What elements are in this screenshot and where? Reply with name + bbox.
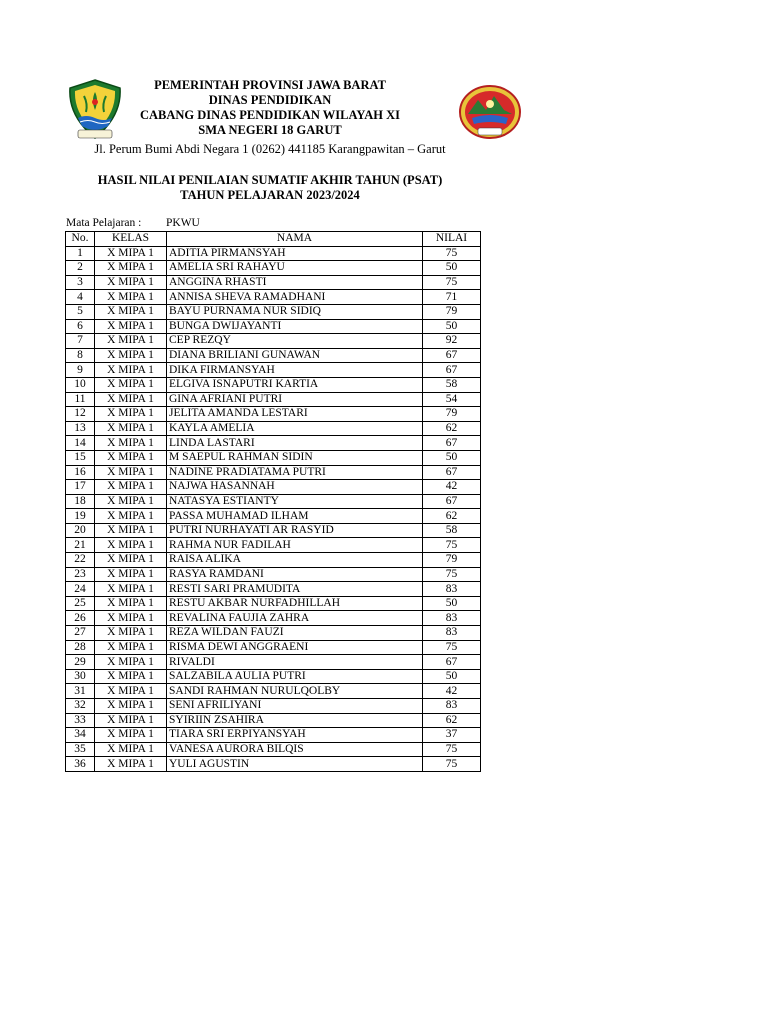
cell-nilai: 50 [423,261,481,276]
cell-kelas: X MIPA 1 [95,377,167,392]
cell-kelas: X MIPA 1 [95,757,167,772]
cell-kelas: X MIPA 1 [95,509,167,524]
cell-no: 9 [66,363,95,378]
cell-no: 34 [66,728,95,743]
table-row [66,304,481,319]
cell-nilai: 67 [423,363,481,378]
cell-kelas: X MIPA 1 [95,699,167,714]
cell-nilai: 83 [423,611,481,626]
cell-no: 29 [66,655,95,670]
cell-nilai: 75 [423,567,481,582]
cell-no: 26 [66,611,95,626]
cell-kelas: X MIPA 1 [95,436,167,451]
cell-nilai: 62 [423,509,481,524]
cell-nama: RAHMA NUR FADILAH [167,538,423,553]
cell-nama: NATASYA ESTIANTY [167,494,423,509]
cell-kelas: X MIPA 1 [95,407,167,422]
header-kelas: KELAS [95,232,167,247]
cell-no: 36 [66,757,95,772]
cell-nilai: 83 [423,626,481,641]
cell-no: 20 [66,523,95,538]
cell-kelas: X MIPA 1 [95,304,167,319]
table-row [66,684,481,699]
cell-nama: REZA WILDAN FAUZI [167,626,423,641]
table-row [66,582,481,597]
cell-nilai: 62 [423,713,481,728]
cell-nama: NADINE PRADIATAMA PUTRI [167,465,423,480]
cell-nama: GINA AFRIANI PUTRI [167,392,423,407]
cell-nilai: 42 [423,480,481,495]
cell-no: 17 [66,480,95,495]
header-no: No. [66,232,95,247]
table-row [66,640,481,655]
cell-nilai: 50 [423,319,481,334]
table-row [66,699,481,714]
cell-nilai: 83 [423,699,481,714]
cell-no: 15 [66,450,95,465]
cell-no: 35 [66,742,95,757]
cell-no: 18 [66,494,95,509]
table-row [66,742,481,757]
cell-nilai: 75 [423,275,481,290]
table-row [66,611,481,626]
cell-no: 7 [66,334,95,349]
cell-kelas: X MIPA 1 [95,611,167,626]
cell-kelas: X MIPA 1 [95,567,167,582]
header-government: PEMERINTAH PROVINSI JAWA BARAT [154,78,386,92]
cell-kelas: X MIPA 1 [95,669,167,684]
table-row [66,567,481,582]
cell-nama: BAYU PURNAMA NUR SIDIQ [167,304,423,319]
cell-no: 6 [66,319,95,334]
table-row [66,553,481,568]
cell-nilai: 71 [423,290,481,305]
table-row [66,392,481,407]
table-row [66,480,481,495]
cell-kelas: X MIPA 1 [95,626,167,641]
cell-no: 12 [66,407,95,422]
table-row [66,538,481,553]
cell-nama: DIKA FIRMANSYAH [167,363,423,378]
header-school: SMA NEGERI 18 GARUT [198,123,342,137]
cell-kelas: X MIPA 1 [95,596,167,611]
cell-nama: ADITIA PIRMANSYAH [167,246,423,261]
header-nama: NAMA [167,232,423,247]
cell-kelas: X MIPA 1 [95,480,167,495]
cell-kelas: X MIPA 1 [95,713,167,728]
grades-table [65,231,481,772]
cell-nilai: 75 [423,640,481,655]
cell-nama: KAYLA AMELIA [167,421,423,436]
cell-kelas: X MIPA 1 [95,275,167,290]
cell-nilai: 67 [423,436,481,451]
header-department: DINAS PENDIDIKAN [208,93,332,107]
cell-nama: YULI AGUSTIN [167,757,423,772]
cell-kelas: X MIPA 1 [95,392,167,407]
cell-nama: REVALINA FAUJIA ZAHRA [167,611,423,626]
cell-nilai: 62 [423,421,481,436]
cell-nilai: 75 [423,742,481,757]
cell-nama: RESTI SARI PRAMUDITA [167,582,423,597]
cell-kelas: X MIPA 1 [95,363,167,378]
cell-kelas: X MIPA 1 [95,494,167,509]
cell-kelas: X MIPA 1 [95,684,167,699]
cell-nama: BUNGA DWIJAYANTI [167,319,423,334]
table-row [66,334,481,349]
cell-no: 4 [66,290,95,305]
cell-nama: DIANA BRILIANI GUNAWAN [167,348,423,363]
cell-nama: LINDA LASTARI [167,436,423,451]
table-row [66,319,481,334]
cell-nama: ELGIVA ISNAPUTRI KARTIA [167,377,423,392]
cell-no: 27 [66,626,95,641]
cell-nilai: 75 [423,757,481,772]
subject-label: Mata Pelajaran : [66,217,142,229]
letterhead [0,78,540,138]
table-row [66,290,481,305]
cell-nama: ANGGINA RHASTI [167,275,423,290]
cell-nama: SALZABILA AULIA PUTRI [167,669,423,684]
cell-nama: SANDI RAHMAN NURULQOLBY [167,684,423,699]
table-row [66,363,481,378]
cell-no: 24 [66,582,95,597]
cell-nama: PUTRI NURHAYATI AR RASYID [167,523,423,538]
cell-kelas: X MIPA 1 [95,450,167,465]
cell-kelas: X MIPA 1 [95,290,167,305]
cell-no: 30 [66,669,95,684]
cell-no: 11 [66,392,95,407]
cell-nilai: 75 [423,246,481,261]
cell-kelas: X MIPA 1 [95,246,167,261]
cell-kelas: X MIPA 1 [95,334,167,349]
cell-kelas: X MIPA 1 [95,655,167,670]
cell-no: 8 [66,348,95,363]
table-row [66,421,481,436]
table-row [66,669,481,684]
table-row [66,655,481,670]
cell-nilai: 67 [423,494,481,509]
cell-nama: RIVALDI [167,655,423,670]
cell-no: 32 [66,699,95,714]
document-title [0,173,540,203]
cell-nama: RISMA DEWI ANGGRAENI [167,640,423,655]
title-line-1: HASIL NILAI PENILAIAN SUMATIF AKHIR TAHUN (PSAT) [97,173,443,187]
cell-nilai: 79 [423,304,481,319]
cell-kelas: X MIPA 1 [95,582,167,597]
cell-no: 33 [66,713,95,728]
header-nilai: NILAI [423,232,481,247]
table-row [66,377,481,392]
cell-kelas: X MIPA 1 [95,538,167,553]
cell-kelas: X MIPA 1 [95,465,167,480]
cell-no: 16 [66,465,95,480]
cell-nilai: 67 [423,348,481,363]
cell-nilai: 83 [423,582,481,597]
cell-kelas: X MIPA 1 [95,261,167,276]
cell-no: 28 [66,640,95,655]
cell-nilai: 37 [423,728,481,743]
table-row [66,275,481,290]
cell-kelas: X MIPA 1 [95,319,167,334]
cell-kelas: X MIPA 1 [95,421,167,436]
cell-nilai: 50 [423,450,481,465]
table-row [66,407,481,422]
table-row [66,626,481,641]
table-row [66,509,481,524]
cell-nilai: 79 [423,553,481,568]
cell-no: 22 [66,553,95,568]
cell-kelas: X MIPA 1 [95,640,167,655]
table-row [66,728,481,743]
cell-no: 3 [66,275,95,290]
cell-kelas: X MIPA 1 [95,742,167,757]
cell-kelas: X MIPA 1 [95,728,167,743]
cell-nilai: 67 [423,465,481,480]
cell-nilai: 92 [423,334,481,349]
cell-nama: TIARA SRI ERPIYANSYAH [167,728,423,743]
cell-nama: NAJWA HASANNAH [167,480,423,495]
table-row [66,713,481,728]
table-row [66,348,481,363]
table-row [66,596,481,611]
subject-value: PKWU [166,217,200,229]
cell-nama: ANNISA SHEVA RAMADHANI [167,290,423,305]
cell-kelas: X MIPA 1 [95,553,167,568]
table-row [66,246,481,261]
cell-no: 13 [66,421,95,436]
cell-nama: SENI AFRILIYANI [167,699,423,714]
table-row [66,450,481,465]
cell-no: 2 [66,261,95,276]
cell-no: 10 [66,377,95,392]
table-row [66,261,481,276]
cell-nama: AMELIA SRI RAHAYU [167,261,423,276]
cell-no: 21 [66,538,95,553]
cell-nilai: 42 [423,684,481,699]
cell-nama: M SAEPUL RAHMAN SIDIN [167,450,423,465]
cell-nilai: 50 [423,596,481,611]
cell-no: 31 [66,684,95,699]
header-branch: CABANG DINAS PENDIDIKAN WILAYAH XI [139,108,400,122]
cell-no: 1 [66,246,95,261]
cell-nilai: 58 [423,377,481,392]
table-row [66,494,481,509]
cell-nilai: 50 [423,669,481,684]
cell-nilai: 79 [423,407,481,422]
cell-nama: VANESA AURORA BILQIS [167,742,423,757]
title-line-2: TAHUN PELAJARAN 2023/2024 [180,188,360,202]
cell-nama: RESTU AKBAR NURFADHILLAH [167,596,423,611]
school-address: Jl. Perum Bumi Abdi Negara 1 (0262) 441185 Karangpawitan – Garut [94,142,446,156]
cell-kelas: X MIPA 1 [95,348,167,363]
cell-kelas: X MIPA 1 [95,523,167,538]
cell-nama: JELITA AMANDA LESTARI [167,407,423,422]
table-row [66,436,481,451]
cell-no: 5 [66,304,95,319]
cell-no: 19 [66,509,95,524]
cell-no: 25 [66,596,95,611]
cell-nama: SYIRIIN ZSAHIRA [167,713,423,728]
cell-nama: RAISA ALIKA [167,553,423,568]
cell-nilai: 75 [423,538,481,553]
subject-row [66,217,200,229]
table-row [66,757,481,772]
table-row [66,465,481,480]
cell-no: 14 [66,436,95,451]
cell-nama: RASYA RAMDANI [167,567,423,582]
cell-nilai: 54 [423,392,481,407]
cell-nilai: 58 [423,523,481,538]
cell-nilai: 67 [423,655,481,670]
cell-nama: PASSA MUHAMAD ILHAM [167,509,423,524]
table-row [66,523,481,538]
table-header-row [66,232,481,247]
cell-no: 23 [66,567,95,582]
cell-nama: CEP REZQY [167,334,423,349]
